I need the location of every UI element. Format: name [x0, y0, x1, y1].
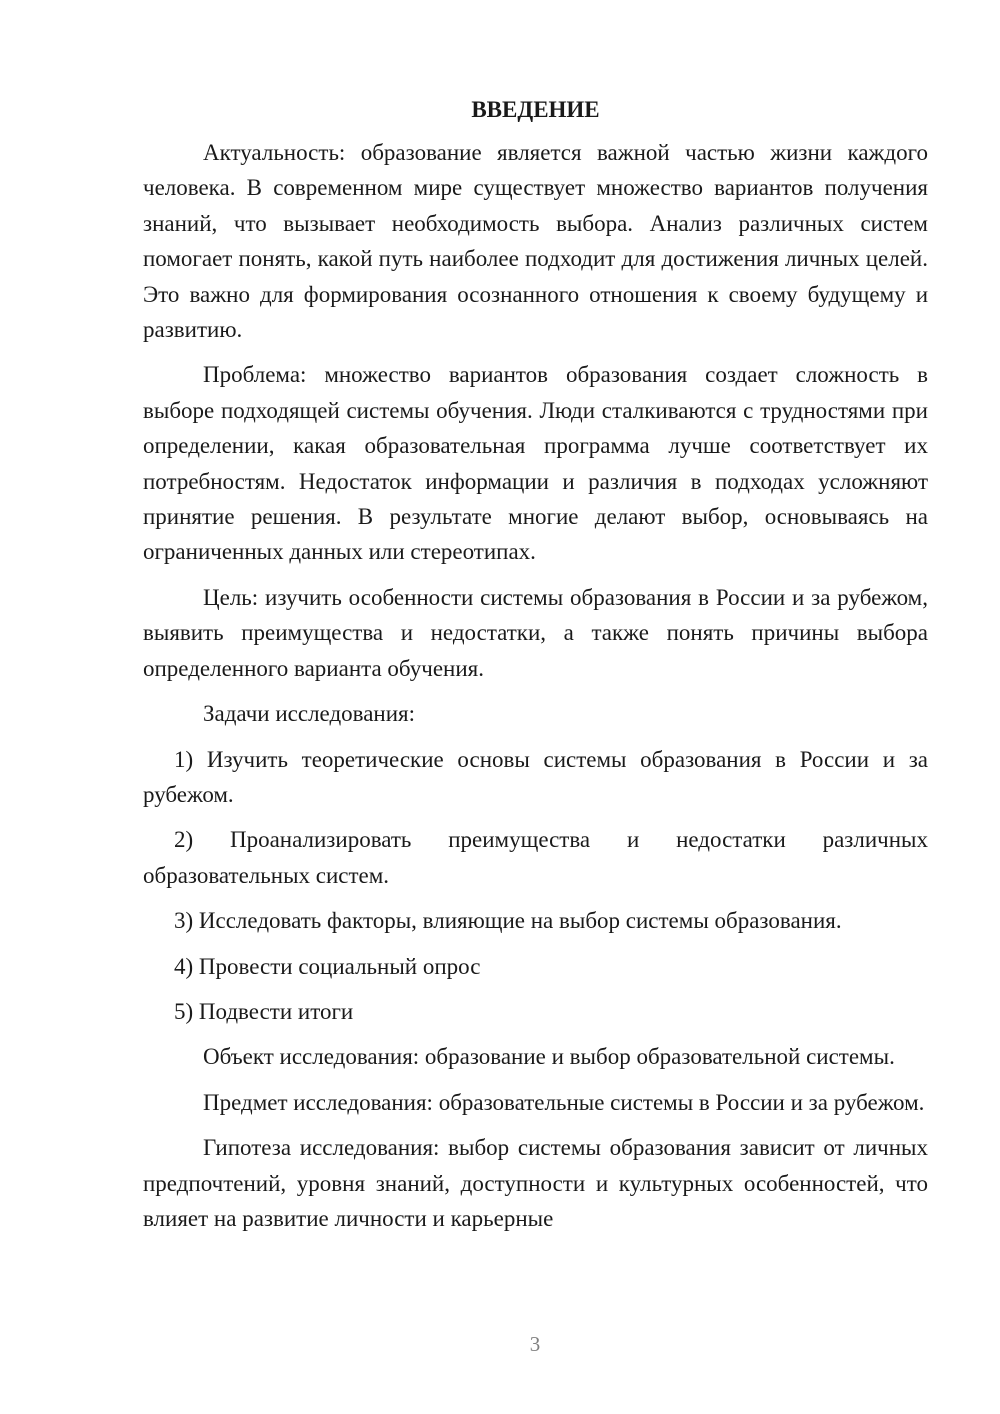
object-paragraph: Объект исследования: образование и выбор образовательной системы. [203, 1044, 895, 1070]
problem-paragraph: Проблема: множество вариантов образования создает сложность в выборе подходящей системы обучения. Люди сталкиваются с трудностями при определении, какая образовательная программа лучше соответствует их потребностям. Недостаток информации и различия в подходах усложняют принятие решения. В результате многие делают выбор, основываясь на ограниченных данных или стереотипах. [143, 362, 928, 565]
task-item-2: 2) Проанализировать преимущества и недостатки различных образовательных систем. [143, 827, 928, 888]
relevance-paragraph: Актуальность: образование является важной частью жизни каждого человека. В современном мире существует множество вариантов получения знаний, что вызывает необходимость выбора. Анализ различных систем помогает понять, какой путь наиболее подходит для достижения личных целей. Это важно для формирования осознанного отношения к своему будущему и развитию. [143, 140, 928, 343]
task-item-5: 5) Подвести итоги [174, 998, 354, 1024]
task-item-1: 1) Изучить теоретические основы системы образования в России и за рубежом. [143, 746, 928, 807]
goal-paragraph: Цель: изучить особенности системы образования в России и за рубежом, выявить преимущества и недостатки, а также понять причины выбора определенного варианта обучения. [143, 584, 928, 681]
page-title: ВВЕДЕНИЕ [471, 97, 600, 122]
page-number: 3 [529, 1332, 541, 1356]
task-item-3: 3) Исследовать факторы, влияющие на выбор системы образования. [174, 908, 842, 934]
hypothesis-paragraph: Гипотеза исследования: выбор системы образования зависит от личных предпочтений, уровня знаний, доступности и культурных особенностей, что влияет на развитие личности и карьерные [143, 1135, 928, 1231]
subject-paragraph: Предмет исследования: образовательные системы в России и за рубежом. [203, 1089, 925, 1115]
tasks-heading: Задачи исследования: [203, 701, 416, 727]
task-item-4: 4) Провести социальный опрос [174, 953, 481, 979]
document-page [143, 92, 928, 1246]
